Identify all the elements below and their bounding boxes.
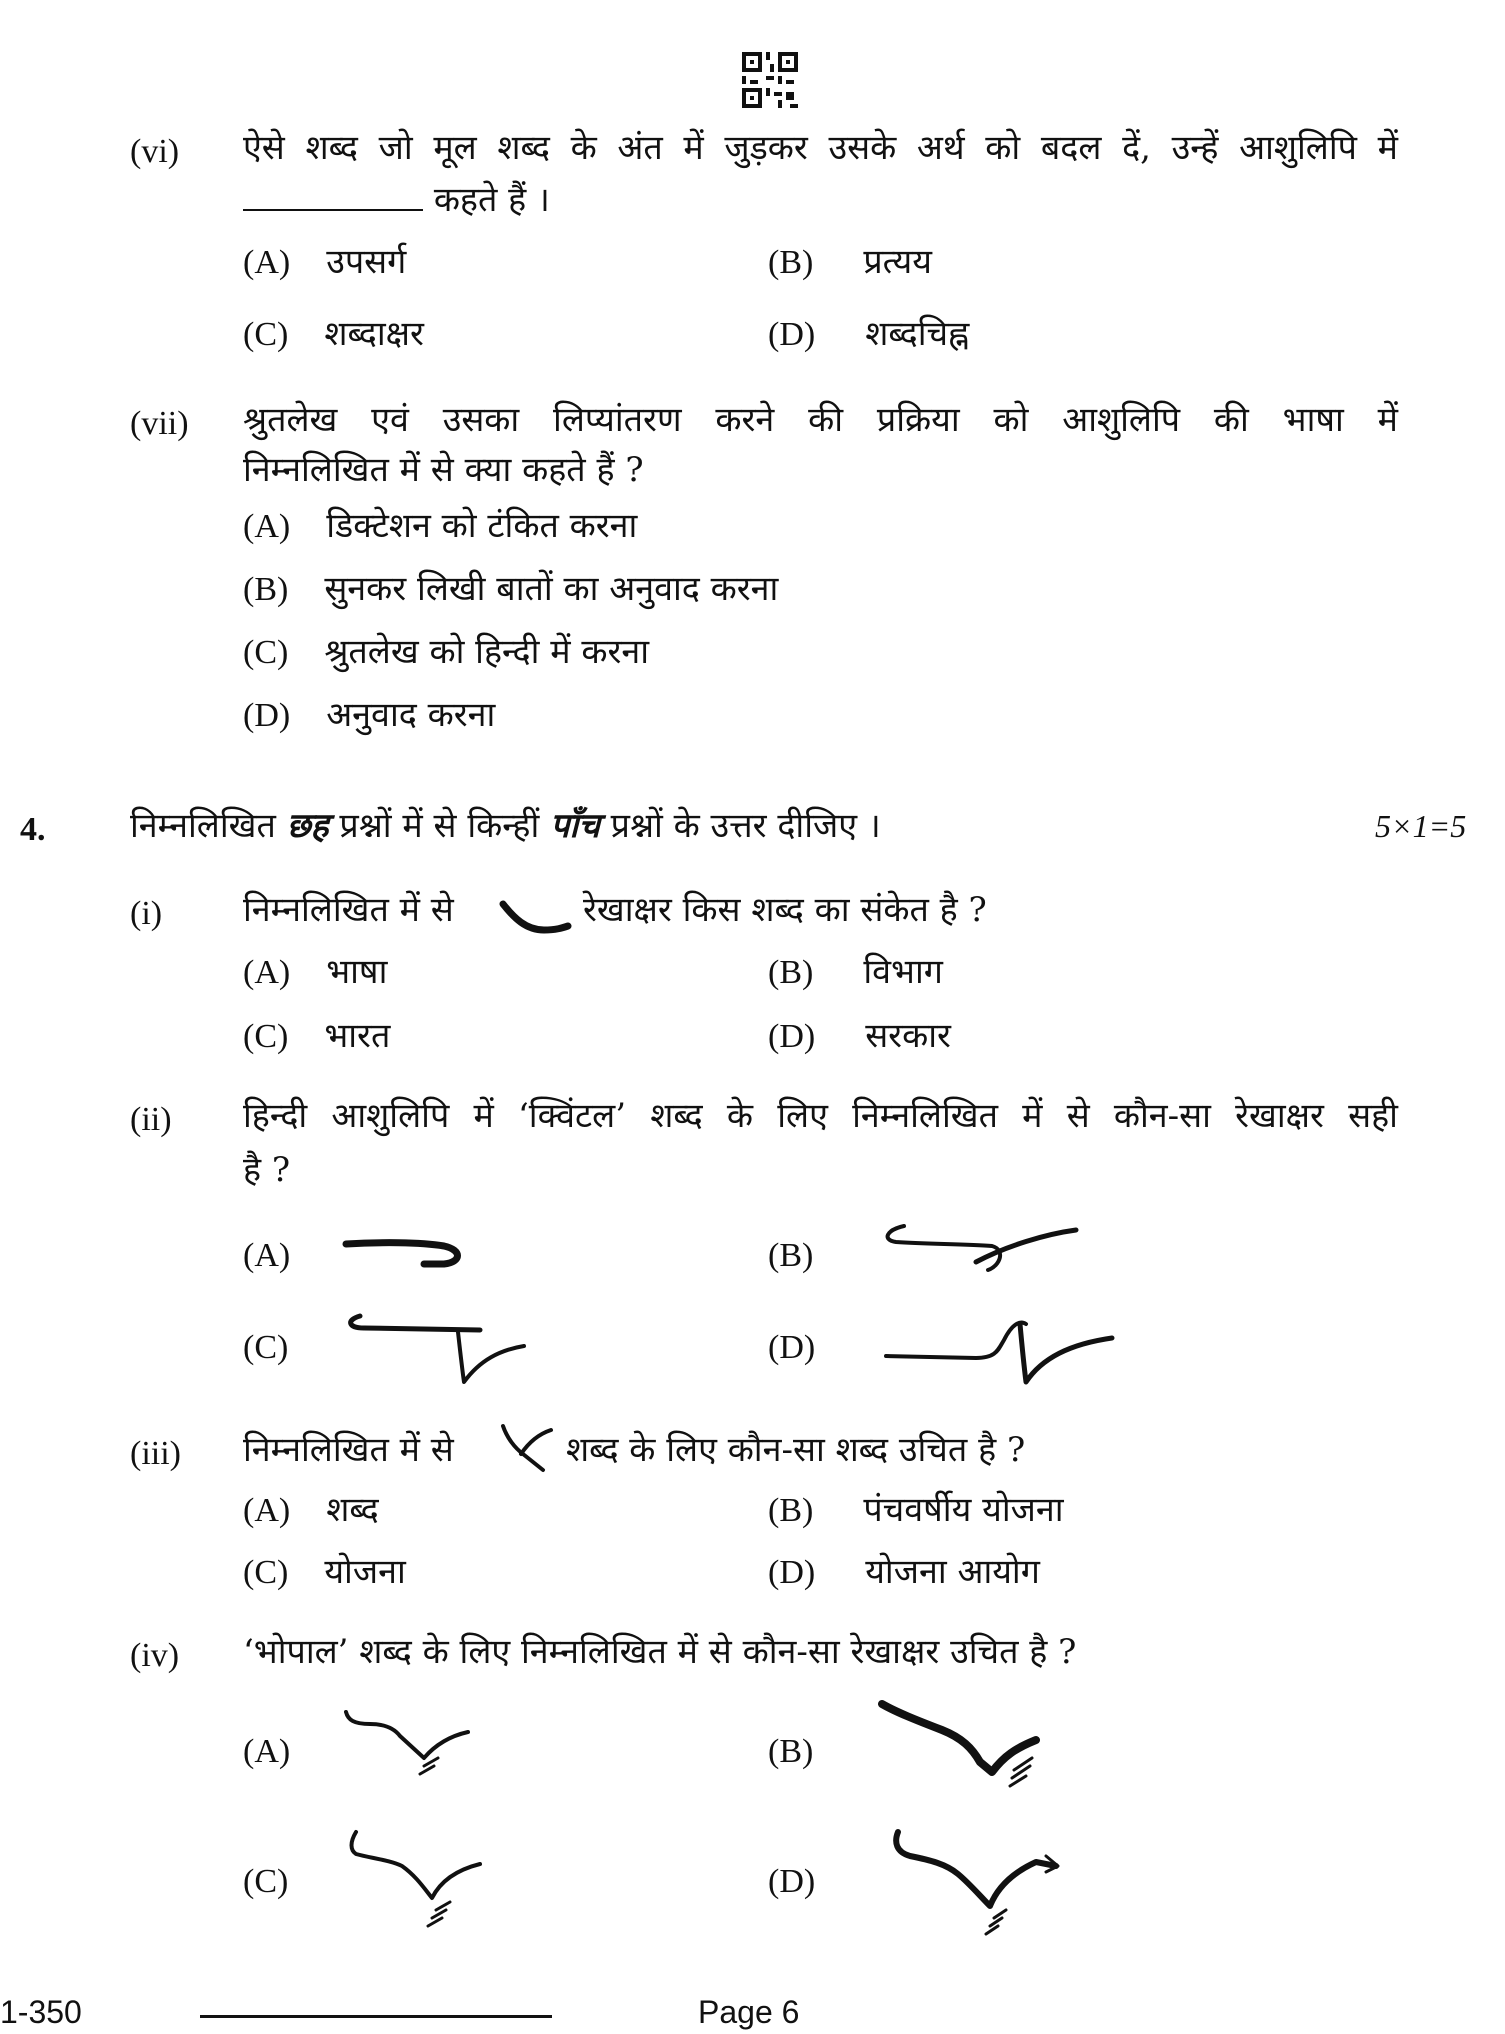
shorthand-option-ii-c-icon xyxy=(340,1310,530,1390)
question-i-after: रेखाक्षर किस शब्द का संकेत है ? xyxy=(583,890,987,930)
question-ii-line1: हिन्दी आशुलिपि में ‘क्विंटल’ शब्द के लिए निम्नलिखित में से कौन-सा रेखाक्षर सही xyxy=(243,1096,1398,1136)
option-key: (D) xyxy=(768,1554,816,1591)
qr-code-icon xyxy=(742,52,798,108)
option-key: (A) xyxy=(243,1492,291,1529)
question-vii-line2: निम्नलिखित में से क्या कहते हैं ? xyxy=(243,450,644,490)
option-key: (B) xyxy=(768,954,814,991)
option-text: योजना xyxy=(324,1552,406,1592)
option-i-c xyxy=(243,1012,390,1061)
option-key: (A) xyxy=(243,244,291,281)
option-iii-d xyxy=(768,1548,1040,1597)
option-ii-c-key: (C) xyxy=(243,1329,289,1366)
question-number-iii: (iii) xyxy=(130,1435,181,1472)
option-ii-b-key: (B) xyxy=(768,1237,814,1274)
option-iv-c-key: (C) xyxy=(243,1863,289,1900)
question-number-ii: (ii) xyxy=(130,1101,172,1138)
shorthand-option-iv-d-icon xyxy=(886,1826,1066,1946)
option-iii-b xyxy=(768,1486,1064,1535)
option-vi-c xyxy=(243,310,424,359)
option-key: (C) xyxy=(243,634,289,671)
marks-allocation: 5×1=5 xyxy=(1375,808,1467,844)
question-number-i: (i) xyxy=(130,895,163,932)
shorthand-option-iv-a-icon xyxy=(340,1706,480,1796)
option-i-d xyxy=(768,1012,951,1061)
option-text: शब्दाक्षर xyxy=(324,314,424,354)
option-vi-d xyxy=(768,310,969,359)
question-iii-after: शब्द के लिए कौन-सा शब्द उचित है ? xyxy=(566,1430,1026,1470)
option-vii-a xyxy=(243,502,637,551)
option-key: (D) xyxy=(768,1018,816,1055)
shorthand-option-ii-a-icon xyxy=(340,1232,470,1282)
question-vi-line2-text: कहते हैं । xyxy=(433,180,550,220)
option-vii-c xyxy=(243,628,649,677)
question-iv-line1: ‘भोपाल’ शब्द के लिए निम्नलिखित में से कौन-सा रेखाक्षर उचित है ? xyxy=(243,1632,1077,1672)
question-4-instruction xyxy=(130,802,881,850)
question-ii-line2: है ? xyxy=(243,1150,291,1190)
page-number: Page 6 xyxy=(698,1994,800,2030)
shorthand-option-iv-c-icon xyxy=(340,1826,490,1936)
footer-rule xyxy=(200,2015,552,2018)
question-iii-before: निम्नलिखित में से xyxy=(243,1430,454,1470)
option-text: भाषा xyxy=(326,952,388,992)
fill-in-blank xyxy=(243,209,423,211)
option-iv-b-key: (B) xyxy=(768,1733,814,1770)
instruction-text: निम्नलिखित xyxy=(130,806,276,846)
option-text: पंचवर्षीय योजना xyxy=(863,1490,1064,1530)
option-text: डिक्टेशन को टंकित करना xyxy=(326,506,638,546)
option-text: प्रत्यय xyxy=(863,242,932,282)
option-i-b xyxy=(768,948,943,997)
option-vi-a xyxy=(243,238,406,287)
shorthand-option-ii-d-icon xyxy=(880,1310,1120,1390)
option-text: श्रुतलेख को हिन्दी में करना xyxy=(324,632,650,672)
option-key: (B) xyxy=(768,244,814,281)
option-key: (D) xyxy=(768,316,816,353)
option-key: (C) xyxy=(243,316,289,353)
option-ii-a-key: (A) xyxy=(243,1237,291,1274)
option-vi-b xyxy=(768,238,932,287)
option-key: (B) xyxy=(243,571,289,608)
option-vii-b xyxy=(243,565,778,614)
option-text: भारत xyxy=(324,1016,391,1056)
option-iv-a-key: (A) xyxy=(243,1733,291,1770)
question-vii-line1: श्रुतलेख एवं उसका लिप्यांतरण करने की प्रक्रिया को आशुलिपि की भाषा में xyxy=(243,400,1398,440)
shorthand-outline-icon xyxy=(500,900,572,936)
option-text: सुनकर लिखी बातों का अनुवाद करना xyxy=(324,569,779,609)
question-number-4: 4. xyxy=(20,811,46,848)
option-text: शब्द xyxy=(326,1490,379,1530)
question-i-before: निम्नलिखित में से xyxy=(243,890,454,930)
option-key: (C) xyxy=(243,1554,289,1591)
option-text: उपसर्ग xyxy=(326,242,407,282)
option-iii-a xyxy=(243,1486,379,1535)
option-key: (A) xyxy=(243,508,291,545)
option-text: सरकार xyxy=(865,1016,951,1056)
option-text: विभाग xyxy=(863,952,943,992)
instruction-emphasis: पाँच xyxy=(550,806,600,846)
option-key: (B) xyxy=(768,1492,814,1529)
shorthand-option-ii-b-icon xyxy=(876,1220,1086,1280)
option-text: शब्दचिह्न xyxy=(865,314,970,354)
question-number-iv: (iv) xyxy=(130,1637,180,1674)
shorthand-outline-icon xyxy=(497,1422,557,1474)
option-key: (A) xyxy=(243,954,291,991)
option-ii-d-key: (D) xyxy=(768,1329,816,1366)
option-text: योजना आयोग xyxy=(865,1552,1040,1592)
instruction-emphasis: छह xyxy=(286,806,329,846)
option-vii-d xyxy=(243,691,495,740)
option-key: (C) xyxy=(243,1018,289,1055)
option-iii-c xyxy=(243,1548,406,1597)
question-number-vii: (vii) xyxy=(130,405,189,442)
option-text: अनुवाद करना xyxy=(326,695,496,735)
option-i-a xyxy=(243,948,387,997)
shorthand-option-iv-b-icon xyxy=(876,1696,1076,1806)
option-key: (D) xyxy=(243,697,291,734)
instruction-text: प्रश्नों में से किन्हीं xyxy=(339,806,540,846)
question-vi-line1: ऐसे शब्द जो मूल शब्द के अंत में जुड़कर उसके अर्थ को बदल दें, उन्हें आशुलिपि में xyxy=(243,128,1398,168)
paper-code: 1-350 xyxy=(0,1994,82,2030)
instruction-text: प्रश्नों के उत्तर दीजिए । xyxy=(610,806,881,846)
question-number-vi: (vi) xyxy=(130,133,180,170)
option-iv-d-key: (D) xyxy=(768,1863,816,1900)
question-vi-line2 xyxy=(243,176,550,224)
